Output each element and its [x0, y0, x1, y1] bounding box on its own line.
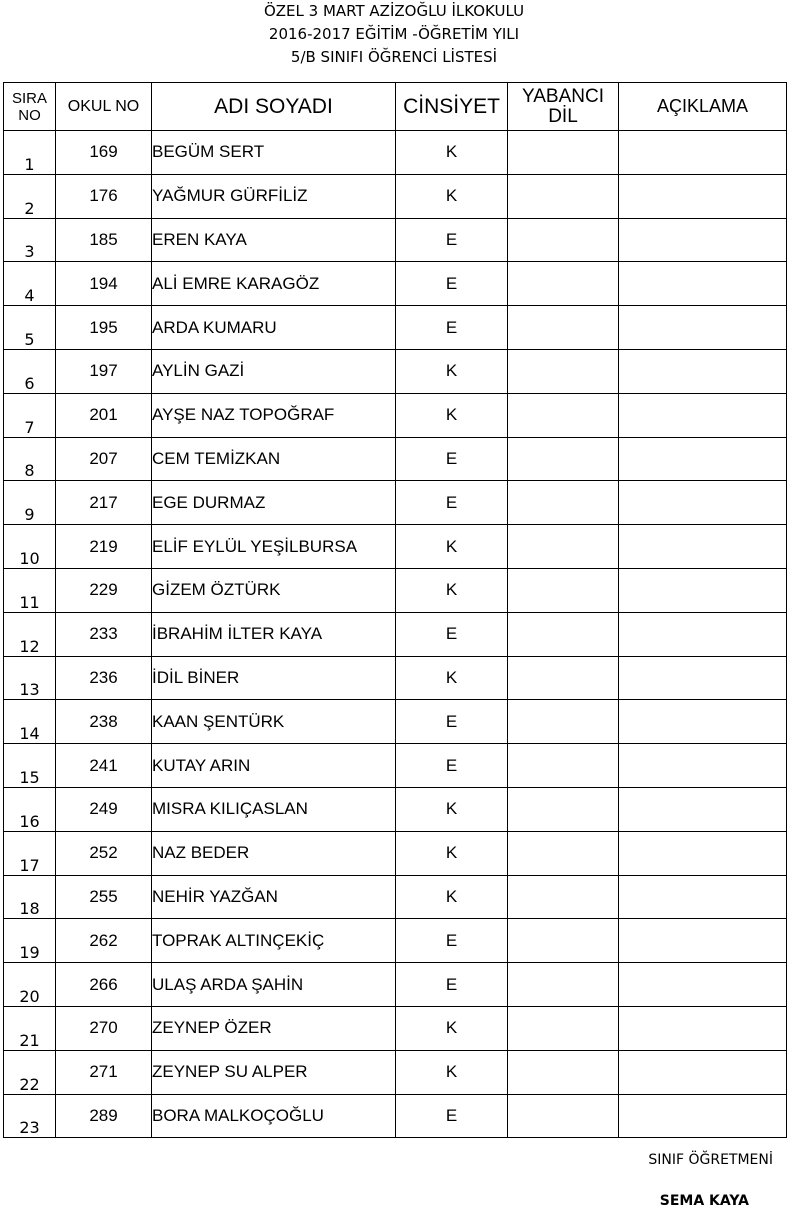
cell-note: [619, 831, 787, 875]
cell-student-name: ULAŞ ARDA ŞAHİN: [152, 963, 396, 1007]
cell-foreign-language: [508, 875, 619, 919]
cell-note: [619, 481, 787, 525]
cell-okul-no: 169: [56, 131, 152, 175]
cell-student-name: ZEYNEP SU ALPER: [152, 1050, 396, 1094]
cell-student-name: NAZ BEDER: [152, 831, 396, 875]
cell-note: [619, 744, 787, 788]
cell-note: [619, 174, 787, 218]
cell-gender: K: [396, 656, 508, 700]
table-row: [4, 437, 787, 481]
cell-sira-no: 11: [4, 568, 56, 612]
cell-okul-no: 236: [56, 656, 152, 700]
cell-sira-no: 2: [4, 174, 56, 218]
table-row: [4, 656, 787, 700]
cell-foreign-language: [508, 306, 619, 350]
cell-foreign-language: [508, 349, 619, 393]
cell-student-name: GİZEM ÖZTÜRK: [152, 568, 396, 612]
cell-note: [619, 393, 787, 437]
cell-okul-no: 176: [56, 174, 152, 218]
cell-gender: K: [396, 875, 508, 919]
cell-note: [619, 1094, 787, 1138]
cell-gender: E: [396, 963, 508, 1007]
cell-gender: E: [396, 612, 508, 656]
column-header-sira-no: [4, 83, 56, 131]
cell-gender: E: [396, 744, 508, 788]
table-row: [4, 1050, 787, 1094]
cell-foreign-language: [508, 612, 619, 656]
cell-sira-no: 1: [4, 131, 56, 175]
cell-student-name: ARDA KUMARU: [152, 306, 396, 350]
cell-sira-no: 9: [4, 481, 56, 525]
sira-header-line1: SIRA: [11, 89, 47, 107]
cell-okul-no: 219: [56, 525, 152, 569]
column-header-yabanci-dil: [508, 83, 619, 131]
cell-student-name: YAĞMUR GÜRFİLİZ: [152, 174, 396, 218]
cell-sira-no: 4: [4, 262, 56, 306]
cell-okul-no: 185: [56, 218, 152, 262]
cell-student-name: AYŞE NAZ TOPOĞRAF: [152, 393, 396, 437]
cell-gender: E: [396, 700, 508, 744]
cell-note: [619, 656, 787, 700]
cell-student-name: EGE DURMAZ: [152, 481, 396, 525]
cell-sira-no: 7: [4, 393, 56, 437]
cell-note: [619, 875, 787, 919]
academic-year: 2016-2017 EĞİTİM -ÖĞRETİM YILI: [268, 25, 520, 43]
table-row: [4, 218, 787, 262]
cell-sira-no: 13: [4, 656, 56, 700]
cell-foreign-language: [508, 656, 619, 700]
roster-body: [4, 131, 787, 1138]
cell-foreign-language: [508, 963, 619, 1007]
cell-okul-no: 195: [56, 306, 152, 350]
table-row: [4, 875, 787, 919]
cell-gender: E: [396, 262, 508, 306]
cell-foreign-language: [508, 568, 619, 612]
cell-student-name: CEM TEMİZKAN: [152, 437, 396, 481]
cell-student-name: KUTAY ARIN: [152, 744, 396, 788]
cell-sira-no: 18: [4, 875, 56, 919]
cell-gender: E: [396, 437, 508, 481]
teacher-role-label: SINIF ÖĞRETMENİ: [648, 1152, 773, 1168]
cell-foreign-language: [508, 744, 619, 788]
cell-foreign-language: [508, 831, 619, 875]
column-header-okul-no: OKUL NO: [56, 83, 152, 131]
cell-note: [619, 1006, 787, 1050]
table-row: [4, 1094, 787, 1138]
column-header-aciklama: AÇIKLAMA: [619, 83, 787, 131]
table-row: [4, 481, 787, 525]
cell-note: [619, 700, 787, 744]
cell-note: [619, 525, 787, 569]
table-header-row: [4, 83, 787, 131]
cell-gender: K: [396, 1050, 508, 1094]
cell-sira-no: 22: [4, 1050, 56, 1094]
cell-gender: K: [396, 525, 508, 569]
column-header-adi-soyadi: ADI SOYADI: [152, 83, 396, 131]
cell-foreign-language: [508, 481, 619, 525]
cell-okul-no: 255: [56, 875, 152, 919]
cell-okul-no: 207: [56, 437, 152, 481]
cell-note: [619, 262, 787, 306]
cell-student-name: BORA MALKOÇOĞLU: [152, 1094, 396, 1138]
cell-student-name: TOPRAK ALTINÇEKİÇ: [152, 919, 396, 963]
cell-sira-no: 6: [4, 349, 56, 393]
cell-okul-no: 266: [56, 963, 152, 1007]
cell-student-name: ALİ EMRE KARAGÖZ: [152, 262, 396, 306]
cell-sira-no: 23: [4, 1094, 56, 1138]
cell-foreign-language: [508, 393, 619, 437]
cell-sira-no: 5: [4, 306, 56, 350]
cell-note: [619, 349, 787, 393]
cell-gender: K: [396, 831, 508, 875]
cell-note: [619, 218, 787, 262]
cell-student-name: İBRAHİM İLTER KAYA: [152, 612, 396, 656]
cell-okul-no: 201: [56, 393, 152, 437]
cell-gender: E: [396, 306, 508, 350]
cell-note: [619, 306, 787, 350]
cell-foreign-language: [508, 919, 619, 963]
cell-foreign-language: [508, 131, 619, 175]
cell-foreign-language: [508, 1094, 619, 1138]
cell-gender: K: [396, 568, 508, 612]
cell-sira-no: 19: [4, 919, 56, 963]
cell-sira-no: 12: [4, 612, 56, 656]
cell-gender: K: [396, 1006, 508, 1050]
column-header-cinsiyet: CİNSİYET: [396, 83, 508, 131]
cell-gender: K: [396, 131, 508, 175]
table-row: [4, 787, 787, 831]
sira-header-line2: NO: [18, 106, 41, 124]
cell-student-name: İDİL BİNER: [152, 656, 396, 700]
cell-sira-no: 15: [4, 744, 56, 788]
cell-sira-no: 16: [4, 787, 56, 831]
cell-note: [619, 963, 787, 1007]
cell-foreign-language: [508, 700, 619, 744]
table-row: [4, 393, 787, 437]
cell-note: [619, 787, 787, 831]
cell-okul-no: 271: [56, 1050, 152, 1094]
cell-okul-no: 252: [56, 831, 152, 875]
cell-foreign-language: [508, 218, 619, 262]
cell-gender: K: [396, 787, 508, 831]
cell-student-name: MISRA KILIÇASLAN: [152, 787, 396, 831]
cell-okul-no: 249: [56, 787, 152, 831]
table-row: [4, 306, 787, 350]
cell-sira-no: 8: [4, 437, 56, 481]
cell-student-name: ELİF EYLÜL YEŞİLBURSA: [152, 525, 396, 569]
table-row: [4, 831, 787, 875]
cell-okul-no: 194: [56, 262, 152, 306]
table-row: [4, 568, 787, 612]
yabanci-header-line2: DİL: [548, 105, 578, 127]
cell-foreign-language: [508, 262, 619, 306]
cell-foreign-language: [508, 174, 619, 218]
table-row: [4, 963, 787, 1007]
cell-sira-no: 20: [4, 963, 56, 1007]
cell-okul-no: 270: [56, 1006, 152, 1050]
cell-gender: E: [396, 481, 508, 525]
document-header: [0, 0, 788, 69]
cell-okul-no: 229: [56, 568, 152, 612]
cell-note: [619, 568, 787, 612]
cell-foreign-language: [508, 1050, 619, 1094]
cell-note: [619, 437, 787, 481]
cell-okul-no: 217: [56, 481, 152, 525]
school-name: ÖZEL 3 MART AZİZOĞLU İLKOKULU: [263, 2, 525, 20]
table-row: [4, 131, 787, 175]
cell-sira-no: 14: [4, 700, 56, 744]
cell-student-name: ZEYNEP ÖZER: [152, 1006, 396, 1050]
cell-okul-no: 197: [56, 349, 152, 393]
cell-okul-no: 289: [56, 1094, 152, 1138]
table-row: [4, 612, 787, 656]
cell-foreign-language: [508, 1006, 619, 1050]
cell-okul-no: 262: [56, 919, 152, 963]
cell-gender: K: [396, 174, 508, 218]
cell-student-name: KAAN ŞENTÜRK: [152, 700, 396, 744]
cell-sira-no: 17: [4, 831, 56, 875]
cell-student-name: AYLİN GAZİ: [152, 349, 396, 393]
table-row: [4, 919, 787, 963]
cell-sira-no: 10: [4, 525, 56, 569]
cell-note: [619, 612, 787, 656]
teacher-name: SEMA KAYA: [659, 1193, 749, 1209]
cell-okul-no: 238: [56, 700, 152, 744]
table-row: [4, 262, 787, 306]
table-row: [4, 174, 787, 218]
cell-note: [619, 131, 787, 175]
table-row: [4, 1006, 787, 1050]
cell-note: [619, 919, 787, 963]
cell-foreign-language: [508, 437, 619, 481]
table-row: [4, 525, 787, 569]
cell-foreign-language: [508, 787, 619, 831]
cell-okul-no: 241: [56, 744, 152, 788]
cell-student-name: BEGÜM SERT: [152, 131, 396, 175]
cell-gender: E: [396, 218, 508, 262]
cell-sira-no: 3: [4, 218, 56, 262]
cell-student-name: NEHİR YAZĞAN: [152, 875, 396, 919]
cell-gender: E: [396, 1094, 508, 1138]
table-row: [4, 700, 787, 744]
yabanci-header-line1: YABANCI: [521, 85, 604, 107]
cell-gender: E: [396, 919, 508, 963]
cell-student-name: EREN KAYA: [152, 218, 396, 262]
cell-gender: K: [396, 349, 508, 393]
cell-okul-no: 233: [56, 612, 152, 656]
list-title: 5/B SINIFI ÖĞRENCİ LİSTESİ: [290, 48, 498, 66]
cell-foreign-language: [508, 525, 619, 569]
cell-note: [619, 1050, 787, 1094]
cell-sira-no: 21: [4, 1006, 56, 1050]
student-roster-table: [3, 82, 787, 1138]
table-row: [4, 349, 787, 393]
table-row: [4, 744, 787, 788]
cell-gender: K: [396, 393, 508, 437]
